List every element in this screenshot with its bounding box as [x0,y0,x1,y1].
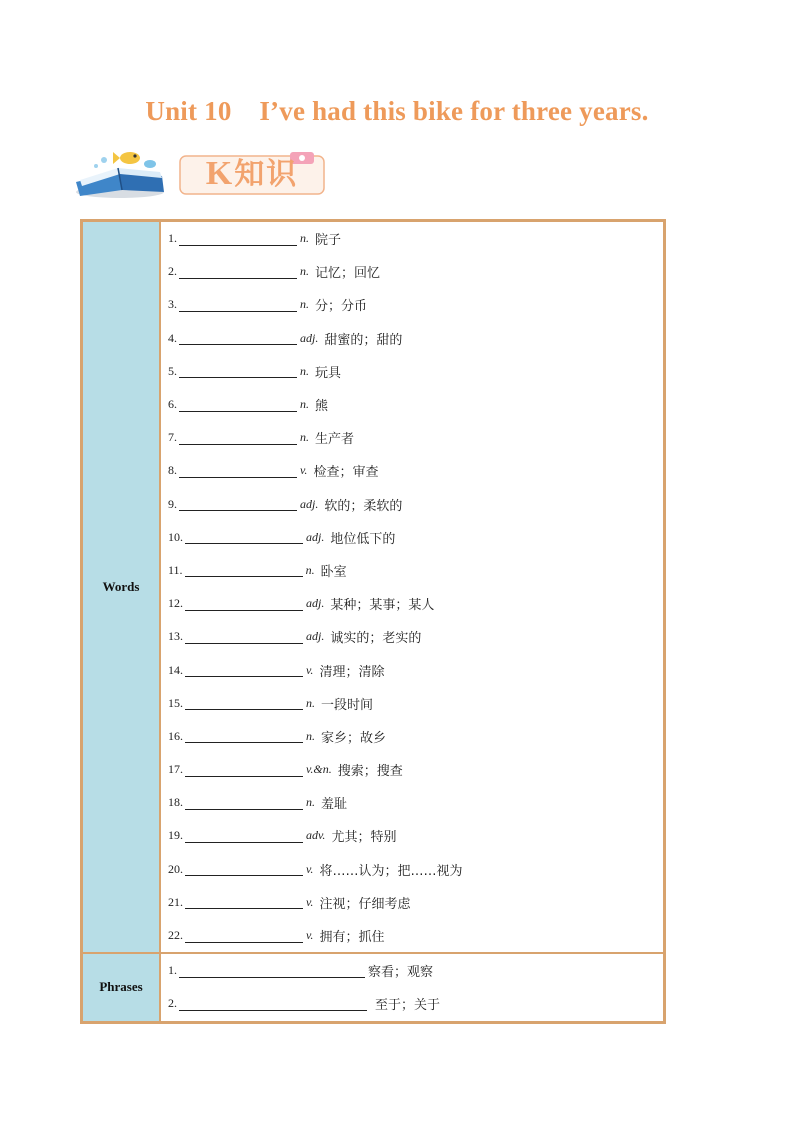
answer-blank[interactable] [179,364,297,378]
words-category-cell: Words [82,221,160,953]
word-item [161,919,663,952]
word-item [161,322,663,355]
word-item [161,853,663,886]
word-meaning: 检查；审查 [313,465,379,481]
phrase-meaning: 至于；关于 [375,998,441,1014]
word-meaning: 分；分币 [315,299,368,315]
answer-blank[interactable] [185,929,303,943]
answer-blank[interactable] [179,964,365,978]
answer-blank[interactable] [179,431,297,445]
word-meaning: 甜蜜的；甜的 [324,332,403,348]
word-meaning: 将……认为；把……视为 [319,863,463,879]
part-of-speech: n. [306,695,315,710]
word-item [161,587,663,620]
item-number: 17. [168,762,183,777]
answer-blank[interactable] [185,763,303,777]
part-of-speech: adj. [300,496,319,511]
item-number: 2. [168,264,177,279]
answer-blank[interactable] [179,265,297,279]
answer-blank[interactable] [179,331,297,345]
item-number: 18. [168,795,183,810]
phrases-category-cell: Phrases [82,953,160,1021]
phrase-item [161,954,663,987]
item-number: 2. [168,996,177,1011]
part-of-speech: v. [306,928,314,943]
part-of-speech: v. [306,894,314,909]
answer-blank[interactable] [185,630,303,644]
knowledge-banner [70,146,340,206]
word-item [161,521,663,554]
part-of-speech: v. [300,463,308,478]
answer-blank[interactable] [185,696,303,710]
part-of-speech: adj. [306,529,325,544]
word-meaning: 记忆；回忆 [315,266,381,282]
item-number: 15. [168,695,183,710]
word-item [161,554,663,587]
part-of-speech: adv. [306,828,326,843]
word-meaning: 卧室 [320,564,347,580]
words-section [82,221,664,953]
answer-blank[interactable] [179,398,297,412]
badge-label: 知识 [234,158,299,191]
item-number: 9. [168,496,177,511]
answer-blank[interactable] [185,895,303,909]
answer-blank[interactable] [185,597,303,611]
answer-blank[interactable] [179,232,297,246]
item-number: 19. [168,828,183,843]
item-number: 21. [168,894,183,909]
word-meaning: 玩具 [315,365,342,381]
word-item [161,653,663,686]
item-number: 12. [168,596,183,611]
word-meaning: 搜索；搜查 [337,764,403,780]
item-number: 5. [168,363,177,378]
answer-blank[interactable] [185,796,303,810]
word-meaning: 注视；仔细考虑 [319,896,411,912]
word-meaning: 某种；某事；某人 [330,598,435,614]
part-of-speech: n. [300,397,309,412]
item-number: 13. [168,629,183,644]
word-item [161,255,663,288]
word-item [161,488,663,521]
word-meaning: 清理；清除 [319,664,385,680]
word-item [161,620,663,653]
phrase-meaning: 察看；观察 [368,965,434,981]
phrases-list [161,954,663,1020]
word-meaning: 地位低下的 [330,531,396,547]
word-meaning: 尤其；特别 [331,830,397,846]
part-of-speech: v.&n. [306,762,332,777]
part-of-speech: v. [306,662,314,677]
part-of-speech: n. [306,795,315,810]
item-number: 7. [168,430,177,445]
word-meaning: 家乡；故乡 [321,730,387,746]
word-meaning: 一段时间 [321,697,374,713]
word-item [161,687,663,720]
part-of-speech: n. [300,363,309,378]
phrases-list-cell [160,953,664,1021]
badge-letter: K [205,155,235,192]
answer-blank[interactable] [185,563,303,577]
answer-blank[interactable] [185,663,303,677]
word-item [161,753,663,786]
word-meaning: 诚实的；老实的 [330,631,422,647]
words-list-cell [160,221,664,953]
part-of-speech: adj. [306,596,325,611]
word-meaning: 软的；柔软的 [324,498,403,514]
item-number: 8. [168,463,177,478]
word-item [161,886,663,919]
answer-blank[interactable] [185,829,303,843]
word-item [161,355,663,388]
answer-blank[interactable] [185,862,303,876]
item-number: 10. [168,529,183,544]
page-title: Unit 10 I’ve had this bike for three years. [145,96,649,126]
answer-blank[interactable] [179,997,367,1011]
phrase-item [161,987,663,1020]
word-meaning: 院子 [315,233,342,249]
item-number: 11. [168,562,183,577]
item-number: 22. [168,928,183,943]
word-item [161,720,663,753]
item-number: 1. [168,963,177,978]
word-meaning: 拥有；抓住 [319,930,385,946]
part-of-speech: adj. [300,330,319,345]
answer-blank[interactable] [179,464,297,478]
word-item [161,288,663,321]
word-item [161,819,663,852]
item-number: 3. [168,297,177,312]
word-item [161,388,663,421]
part-of-speech: v. [306,861,314,876]
answer-blank[interactable] [185,729,303,743]
item-number: 20. [168,861,183,876]
answer-blank[interactable] [179,497,297,511]
open-book-with-fish-icon [70,146,180,206]
part-of-speech: n. [300,297,309,312]
item-number: 14. [168,662,183,677]
vocabulary-table [80,219,666,1024]
word-meaning: 生产者 [315,432,355,448]
word-item [161,454,663,487]
item-number: 16. [168,728,183,743]
word-item [161,786,663,819]
part-of-speech: n. [300,231,309,246]
phrases-section [82,953,664,1021]
item-number: 6. [168,397,177,412]
part-of-speech: n. [300,430,309,445]
word-item [161,222,663,255]
part-of-speech: adj. [306,629,325,644]
item-number: 1. [168,231,177,246]
part-of-speech: n. [306,728,315,743]
item-number: 4. [168,330,177,345]
word-meaning: 羞耻 [321,797,348,813]
part-of-speech: n. [300,264,309,279]
knowledge-badge [178,152,326,196]
answer-blank[interactable] [185,530,303,544]
word-meaning: 熊 [315,399,329,415]
words-list [161,222,663,952]
word-item [161,421,663,454]
part-of-speech: n. [305,562,315,577]
answer-blank[interactable] [179,298,297,312]
